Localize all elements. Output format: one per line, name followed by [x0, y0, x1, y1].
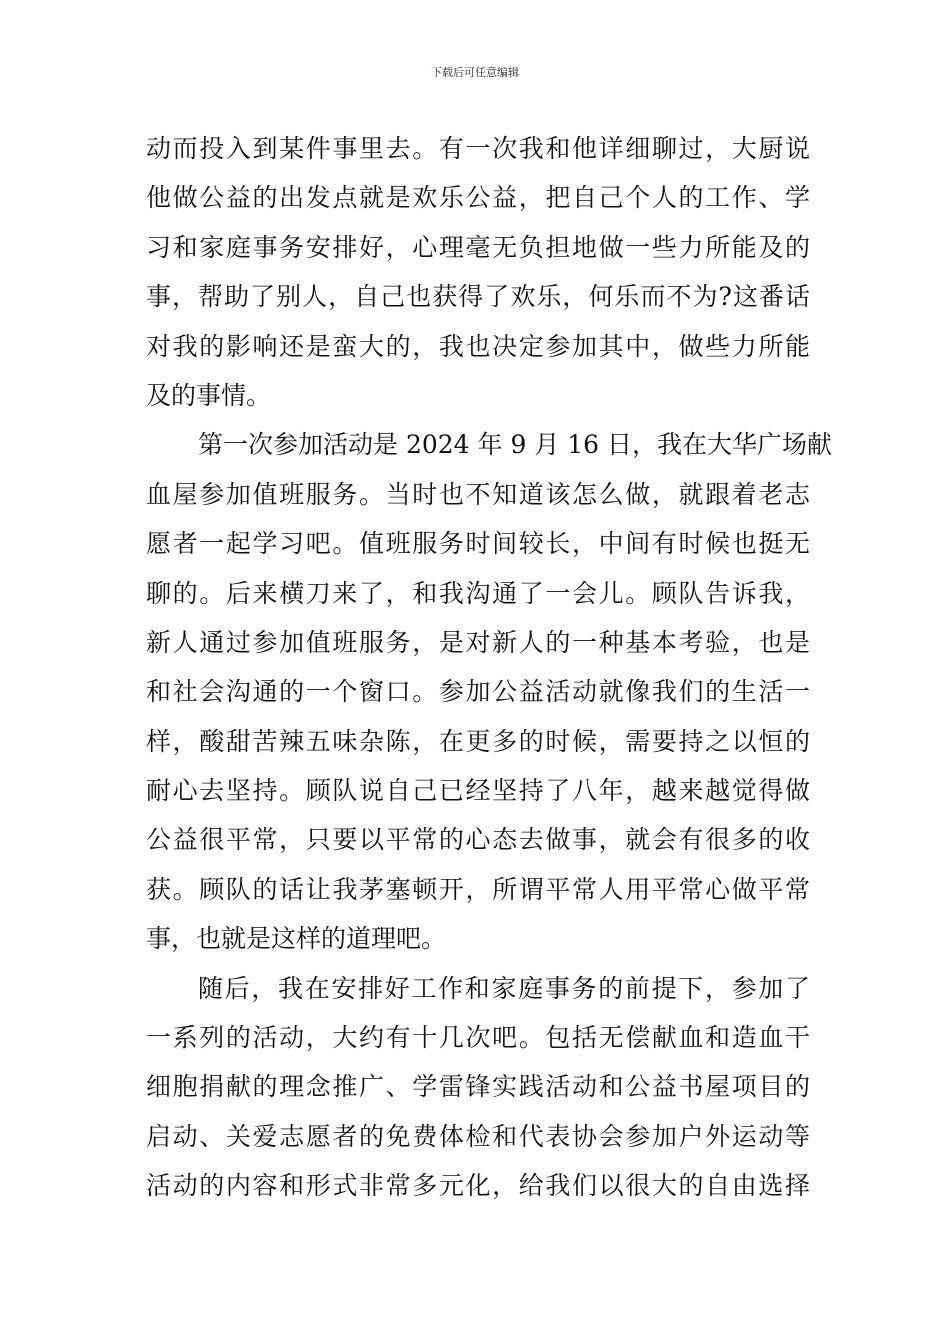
- document-body: [146, 124, 833, 1211]
- text-line: 获。顾队的话让我茅塞顿开，所谓平常人用平常心做平常: [146, 874, 810, 904]
- text-line: 细胞捐献的理念推广、学雷锋实践活动和公益书屋项目的: [146, 1072, 810, 1102]
- text-line: 对我的影响还是蛮大的，我也决定参加其中，做些力所能: [146, 331, 810, 361]
- text-line: 公益很平常，只要以平常的心态去做事，就会有很多的收: [146, 825, 810, 855]
- text-line: 动而投入到某件事里去。有一次我和他详细聊过，大厨说: [146, 134, 810, 163]
- text-line: 事，帮助了别人，自己也获得了欢乐，何乐而不为?这番话: [146, 282, 810, 312]
- text-line: 启动、关爱志愿者的免费体检和代表协会参加户外运动等: [146, 1121, 810, 1151]
- text-line: 及的事情。: [146, 380, 272, 410]
- paragraph: [146, 124, 810, 420]
- text-line: 活动的内容和形式非常多元化，给我们以很大的自由选择: [146, 1171, 810, 1201]
- text-line: 事，也就是这样的道理吧。: [146, 924, 447, 954]
- paragraph: [146, 964, 810, 1211]
- text-line: 随后，我在安排好工作和家庭事务的前提下，参加了: [198, 973, 810, 1003]
- text-line: 血屋参加值班服务。当时也不知道该怎么做，就跟着老志: [146, 479, 810, 509]
- text-line: 他做公益的出发点就是欢乐公益，把自己个人的工作、学: [146, 183, 810, 213]
- text-line: 和社会沟通的一个窗口。参加公益活动就像我们的生活一: [146, 677, 810, 707]
- text-line: 新人通过参加值班服务，是对新人的一种基本考验，也是: [146, 627, 810, 657]
- text-line: 样，酸甜苦辣五味杂陈，在更多的时候，需要持之以恒的: [146, 726, 810, 756]
- text-line: 一系列的活动，大约有十几次吧。包括无偿献血和造血干: [146, 1023, 810, 1053]
- text-line: 耐心去坚持。顾队说自己已经坚持了八年，越来越觉得做: [146, 776, 810, 806]
- paragraph: [146, 420, 833, 963]
- text-line: 第一次参加活动是 2024 年 9 月 16 日，我在大华广场献: [198, 430, 833, 460]
- text-line: 聊的。后来横刀来了，和我沟通了一会儿。顾队告诉我，: [146, 578, 810, 608]
- text-line: 习和家庭事务安排好，心理毫无负担地做一些力所能及的: [146, 232, 810, 262]
- text-line: 愿者一起学习吧。值班服务时间较长，中间有时候也挺无: [146, 529, 810, 559]
- page-header: 下载后可任意编辑: [431, 66, 519, 79]
